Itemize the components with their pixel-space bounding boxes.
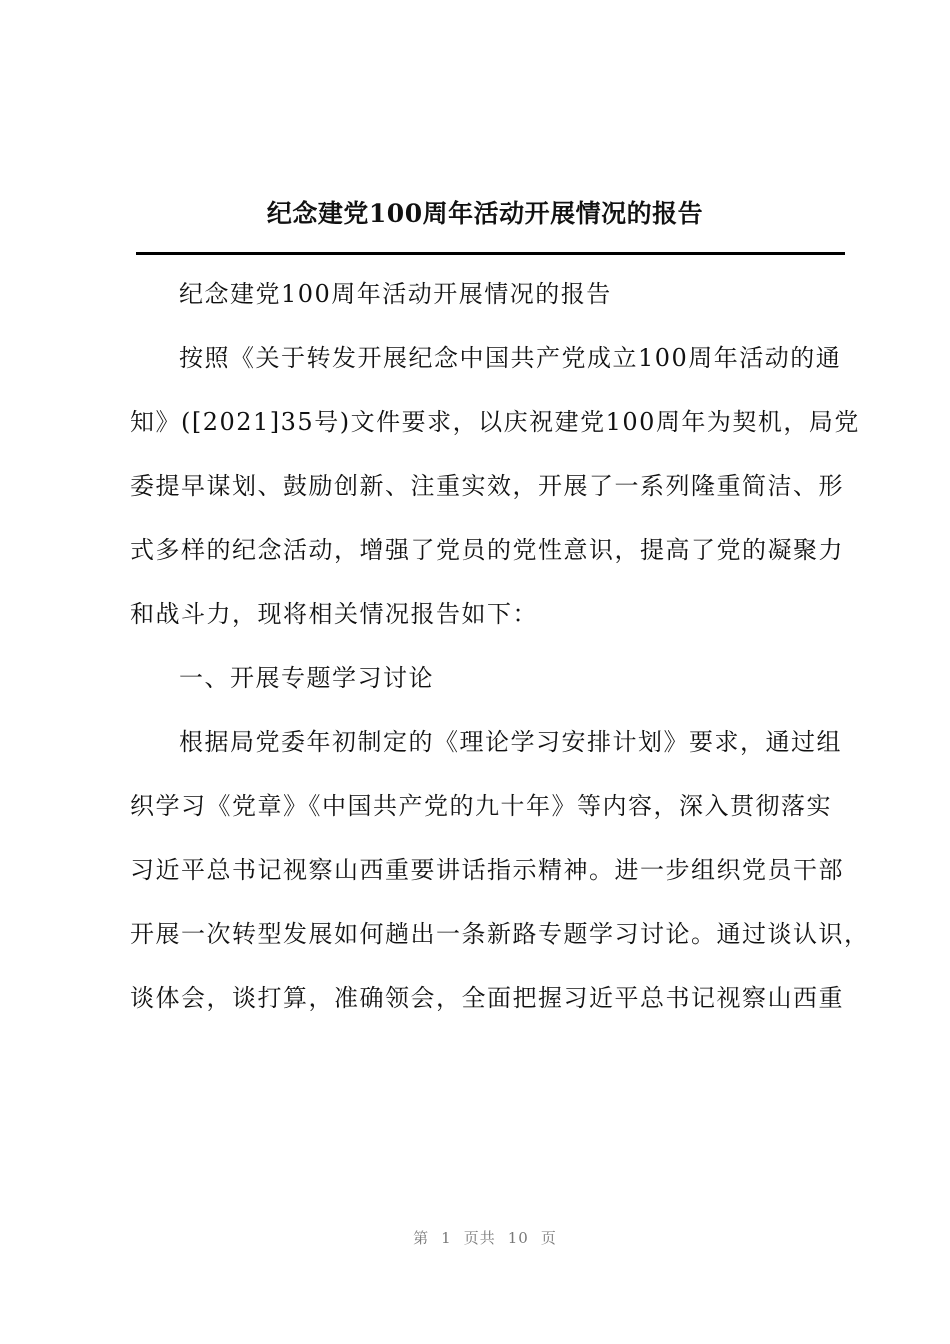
body-line: 根据局党委年初制定的《理论学习安排计划》要求，通过组: [179, 728, 842, 756]
section-heading: 一、开展专题学习讨论: [179, 664, 434, 692]
page-footer: [0, 1227, 950, 1248]
body-line: 委提早谋划、鼓励创新、注重实效，开展了一系列隆重简洁、形: [130, 472, 844, 500]
body-line: 和战斗力，现将相关情况报告如下：: [130, 600, 538, 628]
body-line: 按照《关于转发开展纪念中国共产党成立100周年活动的通: [179, 344, 842, 372]
footer-current-page: 1: [441, 1229, 452, 1247]
body-line: 谈体会，谈打算，准确领会，全面把握习近平总书记视察山西重: [130, 984, 844, 1012]
document-body: [130, 270, 870, 1038]
footer-suffix: 页: [540, 1229, 557, 1247]
document-title: 纪念建党100周年活动开展情况的报告: [266, 199, 704, 228]
body-line: 纪念建党100周年活动开展情况的报告: [179, 280, 612, 308]
footer-prefix: 第: [413, 1229, 430, 1247]
body-line: 习近平总书记视察山西重要讲话指示精神。进一步组织党员干部: [130, 856, 844, 884]
title-divider: [136, 252, 845, 255]
footer-middle: 页共: [463, 1229, 496, 1247]
body-line: 式多样的纪念活动，增强了党员的党性意识，提高了党的凝聚力: [130, 536, 844, 564]
body-line: 开展一次转型发展如何趟出一条新路专题学习讨论。通过谈认识，: [130, 920, 870, 948]
footer-total-pages: 10: [507, 1229, 529, 1247]
body-line: 织学习《党章》《中国共产党的九十年》等内容，深入贯彻落实: [130, 792, 832, 820]
body-line: 知》([2021]35号)文件要求，以庆祝建党100周年为契机，局党: [130, 408, 860, 436]
